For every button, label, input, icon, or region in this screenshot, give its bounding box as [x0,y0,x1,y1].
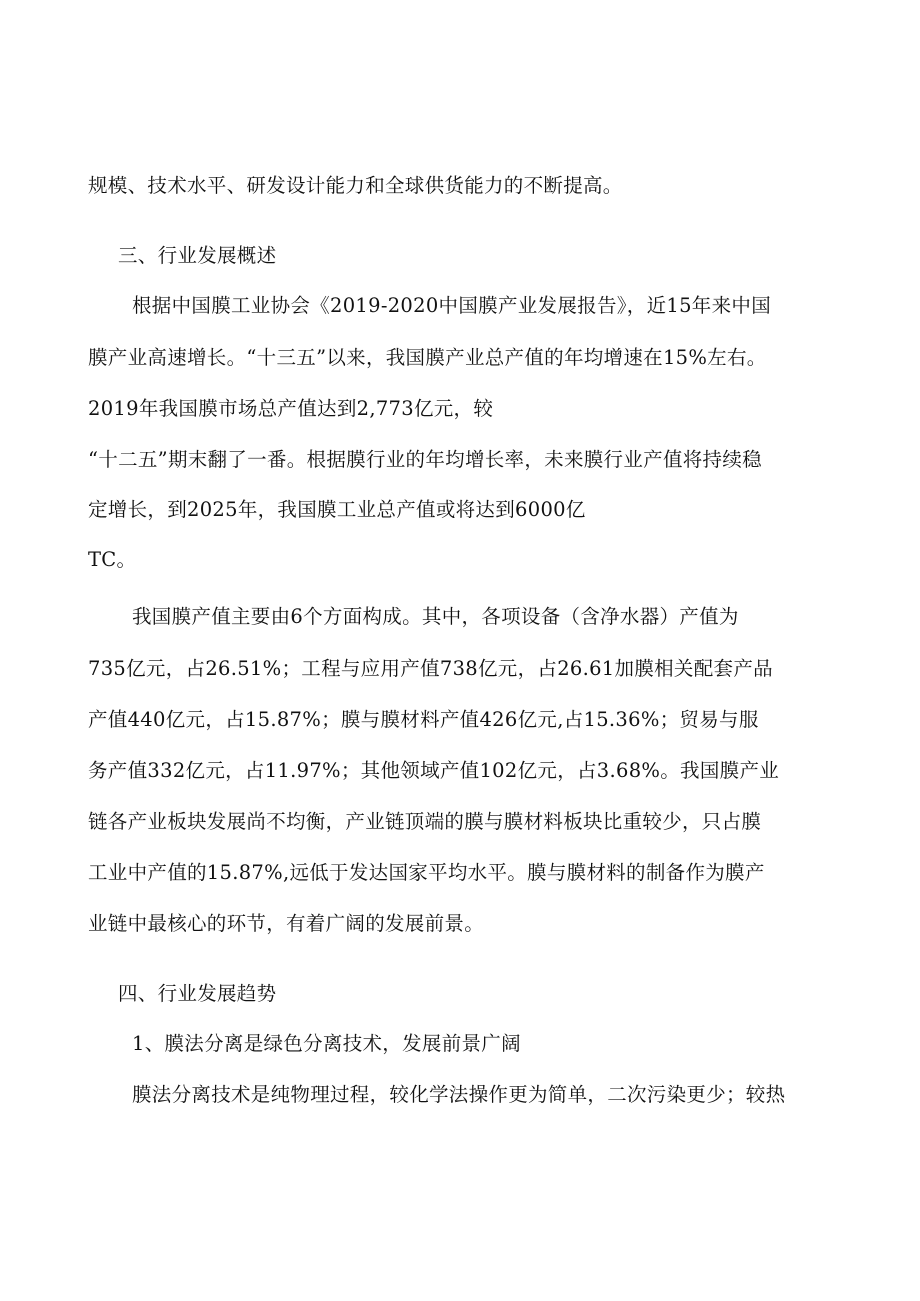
paragraph-line: 我国膜产值主要由6个方面构成。其中，各项设备（含净水器）产值为 [132,605,739,628]
paragraph-line: 务产值332亿元，占11.97%；其他领域产值102亿元，占3.68%。我国膜产业 [88,759,780,782]
paragraph-line: 735亿元，占26.51%；工程与应用产值738亿元，占26.61加膜相关配套产品 [88,657,773,680]
paragraph-line: 规模、技术水平、研发设计能力和全球供货能力的不断提高。 [88,174,623,197]
paragraph-line: 链各产业板块发展尚不均衡，产业链顶端的膜与膜材料板块比重较少，只占膜 [88,810,762,833]
paragraph-line: 膜法分离技术是纯物理过程，较化学法操作更为简单，二次污染更少；较热 [132,1083,786,1106]
paragraph-line: “十二五”期末翻了一番。根据膜行业的年均增长率，未来膜行业产值将持续稳 [88,448,762,471]
paragraph-line: 根据中国膜工业协会《2019-2020中国膜产业发展报告》，近15年来中国 [132,294,772,317]
paragraph-line: 膜产业高速增长。“十三五”以来，我国膜产业总产值的年均增速在15%左右。 [88,346,767,369]
paragraph-line: 2019年我国膜市场总产值达到2,773亿元，较 [88,397,494,420]
paragraph-line: 定增长，到2025年，我国膜工业总产值或将达到6000亿 [88,498,586,521]
section-heading: 四、行业发展趋势 [118,982,277,1005]
paragraph-line: TC。 [88,548,137,571]
subsection-heading: 1、膜法分离是绿色分离技术，发展前景广阔 [132,1032,521,1055]
paragraph-line: 业链中最核心的环节，有着广阔的发展前景。 [88,912,485,935]
paragraph-line: 工业中产值的15.87%,远低于发达国家平均水平。膜与膜材料的制备作为膜产 [88,861,765,884]
section-heading: 三、行业发展概述 [118,244,277,267]
paragraph-line: 产值440亿元，占15.87%；膜与膜材料产值426亿元,占15.36%；贸易与服 [88,708,759,731]
